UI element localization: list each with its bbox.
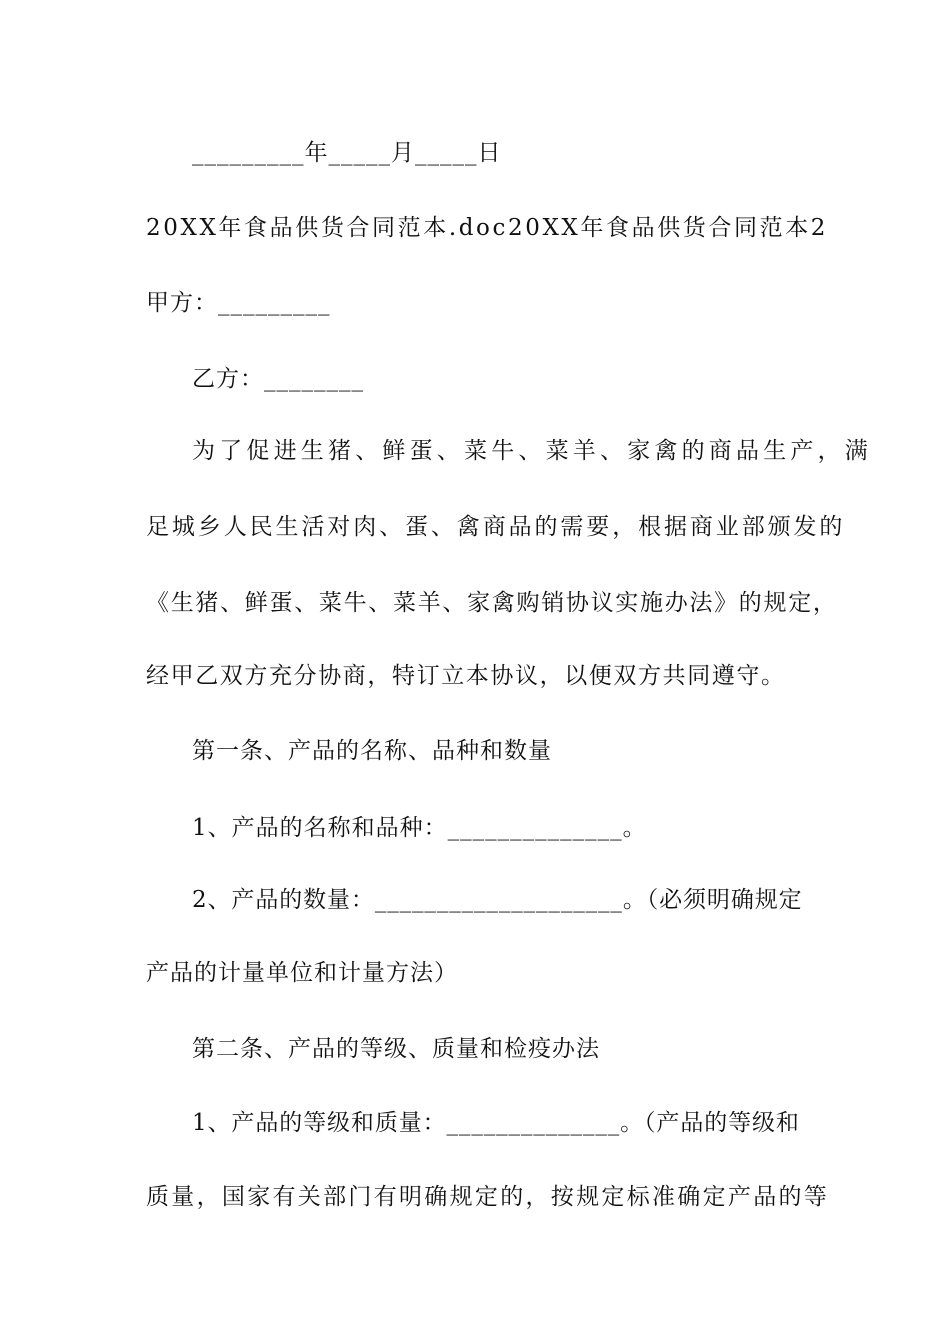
date-line: _________年_____月_____日 bbox=[192, 140, 502, 166]
preamble-line-3: 《生猪、鲜蛋、菜牛、菜羊、家禽购销协议实施办法》的规定， bbox=[146, 590, 838, 616]
article-1-item-1: 1、产品的名称和品种：______________。 bbox=[192, 815, 647, 841]
party-a-line: 甲方：_________ bbox=[146, 290, 331, 316]
article-1-item-2-cont: 产品的计量单位和计量方法） bbox=[146, 960, 458, 986]
preamble-line-1: 为了促进生猪、鲜蛋、菜牛、菜羊、家禽的商品生产，满 bbox=[192, 438, 872, 464]
article-1-heading: 第一条、产品的名称、品种和数量 bbox=[192, 738, 552, 764]
article-1-item-2: 2、产品的数量：____________________。（必须明确规定 bbox=[192, 887, 803, 913]
document-title-line: 20XX年食品供货合同范本.doc20XX年食品供货合同范本2 bbox=[146, 215, 829, 241]
preamble-line-2: 足城乡人民生活对肉、蛋、禽商品的需要，根据商业部颁发的 bbox=[146, 514, 846, 540]
party-b-line: 乙方：________ bbox=[192, 366, 364, 392]
article-2-item-1-cont: 质量，国家有关部门有明确规定的，按规定标准确定产品的等 bbox=[146, 1184, 830, 1210]
preamble-line-4: 经甲乙双方充分协商，特订立本协议，以便双方共同遵守。 bbox=[146, 663, 786, 689]
article-2-item-1: 1、产品的等级和质量：______________。（产品的等级和 bbox=[192, 1110, 800, 1136]
article-2-heading: 第二条、产品的等级、质量和检疫办法 bbox=[192, 1036, 600, 1062]
